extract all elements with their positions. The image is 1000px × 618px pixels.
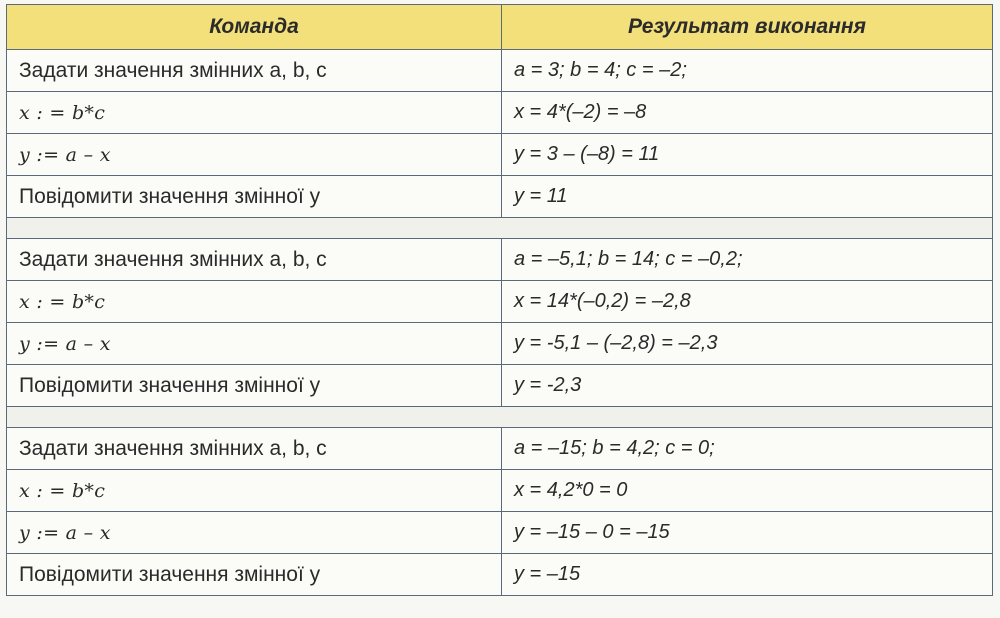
command-cell: x : = b*c	[7, 92, 502, 134]
command-result-table	[6, 4, 993, 596]
command-cell: y := a – x	[7, 323, 502, 365]
result-cell: x = 14*(–0,2) = –2,8	[502, 281, 993, 323]
table-header-row	[7, 5, 993, 50]
group-separator-row	[7, 218, 993, 239]
result-cell: y = 3 – (–8) = 11	[502, 134, 993, 176]
command-cell: Повідомити значення змінної y	[7, 365, 502, 407]
table-row	[7, 365, 993, 407]
result-cell: a = –15; b = 4,2; c = 0;	[502, 428, 993, 470]
textbook-page	[6, 4, 992, 614]
table-row	[7, 176, 993, 218]
command-cell: x : = b*c	[7, 281, 502, 323]
table-row	[7, 92, 993, 134]
table-row	[7, 50, 993, 92]
result-cell: x = 4*(–2) = –8	[502, 92, 993, 134]
separator-cell	[7, 218, 993, 239]
result-cell: a = 3; b = 4; c = –2;	[502, 50, 993, 92]
result-cell: x = 4,2*0 = 0	[502, 470, 993, 512]
command-cell: y := a – x	[7, 134, 502, 176]
table-row	[7, 554, 993, 596]
command-cell: Задати значення змінних a, b, c	[7, 50, 502, 92]
command-cell: Повідомити значення змінної y	[7, 176, 502, 218]
header-result: Результат виконання	[502, 5, 993, 50]
result-cell: y = -2,3	[502, 365, 993, 407]
table-row	[7, 512, 993, 554]
table-row	[7, 134, 993, 176]
group-separator-row	[7, 407, 993, 428]
result-cell: a = –5,1; b = 14; c = –0,2;	[502, 239, 993, 281]
result-cell: y = 11	[502, 176, 993, 218]
result-cell: y = –15 – 0 = –15	[502, 512, 993, 554]
command-cell: Задати значення змінних a, b, c	[7, 239, 502, 281]
command-cell: Повідомити значення змінної y	[7, 554, 502, 596]
command-cell: y := a – x	[7, 512, 502, 554]
table-row	[7, 239, 993, 281]
table-row	[7, 428, 993, 470]
table-row	[7, 470, 993, 512]
command-cell: x : = b*c	[7, 470, 502, 512]
result-cell: y = –15	[502, 554, 993, 596]
table-row	[7, 281, 993, 323]
separator-cell	[7, 407, 993, 428]
table-row	[7, 323, 993, 365]
command-cell: Задати значення змінних a, b, c	[7, 428, 502, 470]
header-command: Команда	[7, 5, 502, 50]
result-cell: y = -5,1 – (–2,8) = –2,3	[502, 323, 993, 365]
